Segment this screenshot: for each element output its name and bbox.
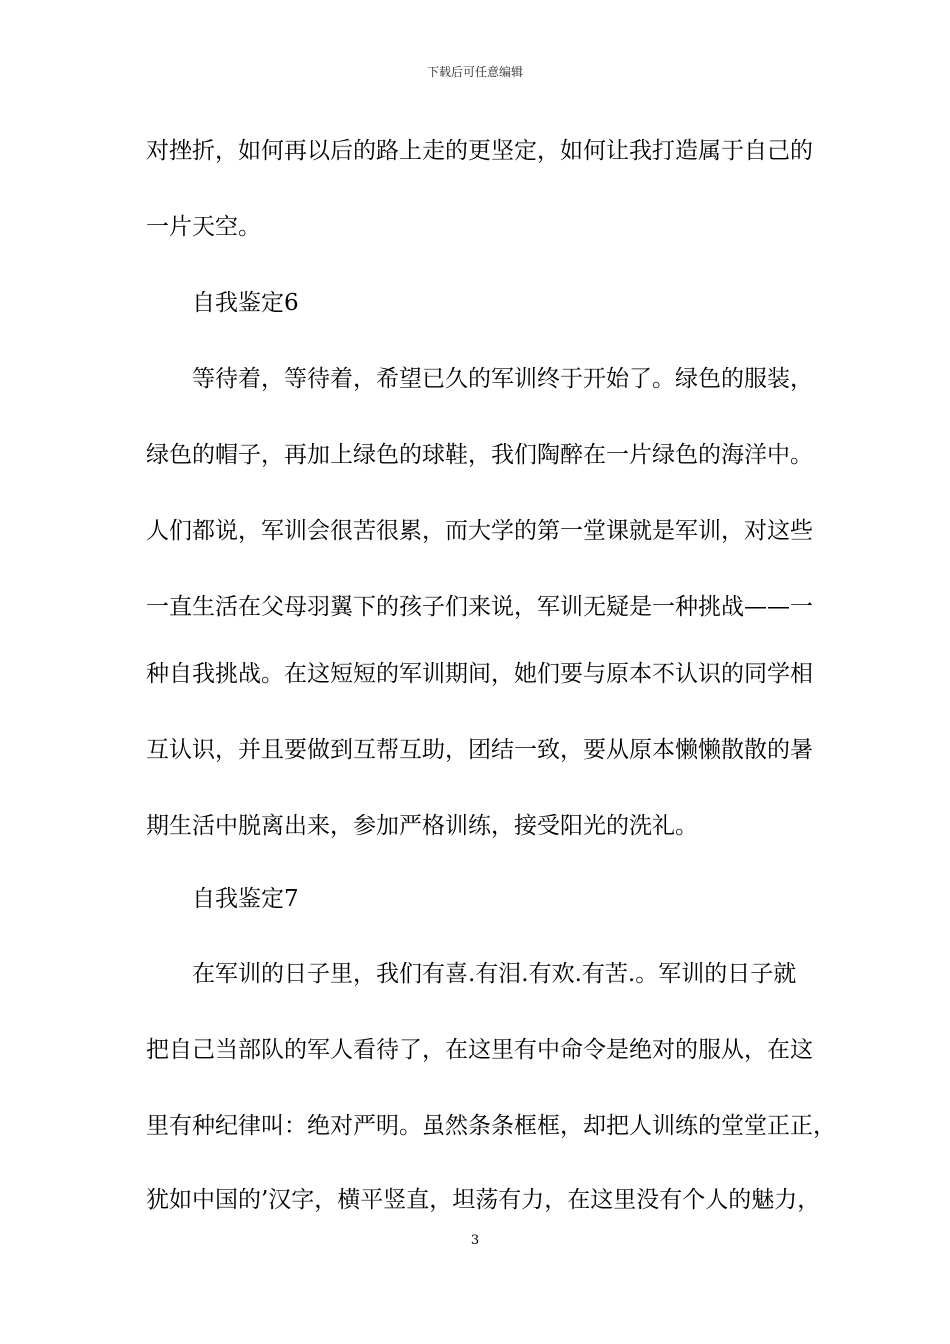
- page-number: 3: [470, 1233, 480, 1248]
- page-header: 下载后可任意编辑: [426, 65, 523, 79]
- text-line: 里有种纪律叫：绝对严明。虽然条条框框，却把人训练的堂堂正正，: [146, 1113, 836, 1139]
- text-line: 等待着，等待着，希望已久的军训终于开始了。绿色的服装，: [192, 366, 813, 392]
- text-line: 把自己当部队的军人看待了，在这里有中命令是绝对的服从，在这: [146, 1037, 813, 1063]
- text-line: 互认识，并且要做到互帮互助，团结一致，要从原本懒懒散散的暑: [146, 737, 813, 763]
- text-line: 期生活中脱离出来，参加严格训练，接受阳光的洗礼。: [146, 813, 698, 839]
- section-heading: 自我鉴定7: [192, 886, 299, 912]
- text-line: 一直生活在父母羽翼下的孩子们来说，军训无疑是一种挑战——一: [146, 594, 813, 620]
- text-line: 绿色的帽子，再加上绿色的球鞋，我们陶醉在一片绿色的海洋中。: [146, 442, 813, 468]
- text-line: 一片天空。: [146, 214, 261, 240]
- text-line: 对挫折，如何再以后的路上走的更坚定，如何让我打造属于自己的: [146, 138, 813, 164]
- text-line: 犹如中国的’汉字，横平竖直，坦荡有力，在这里没有个人的魅力，: [146, 1187, 821, 1213]
- text-line: 在军训的日子里，我们有喜.有泪.有欢.有苦.。军训的日子就: [192, 961, 797, 987]
- section-heading: 自我鉴定6: [192, 290, 299, 316]
- text-line: 人们都说，军训会很苦很累，而大学的第一堂课就是军训，对这些: [146, 518, 813, 544]
- text-line: 种自我挑战。在这短短的军训期间，她们要与原本不认识的同学相: [146, 661, 813, 687]
